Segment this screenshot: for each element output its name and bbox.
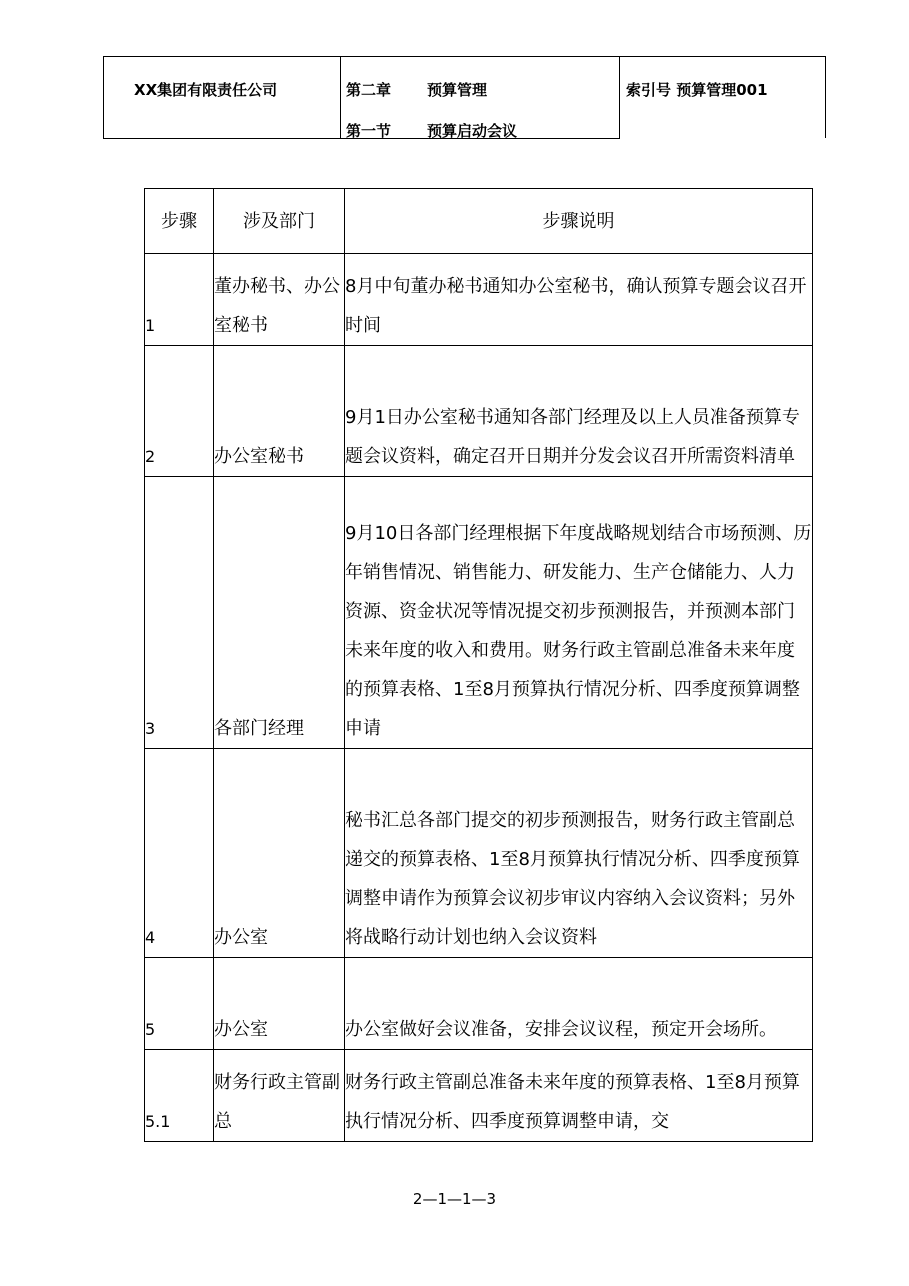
step-department: 董办秘书、办公室秘书 bbox=[214, 254, 345, 346]
company-cell bbox=[104, 57, 341, 139]
column-header-department: 涉及部门 bbox=[214, 189, 345, 254]
page-number: 2—1—1—3 bbox=[412, 1190, 497, 1208]
step-number: 2 bbox=[145, 346, 214, 477]
step-number: 1 bbox=[145, 254, 214, 346]
chapter-label: 第二章 bbox=[346, 81, 392, 99]
chapter-title: 预算管理 bbox=[427, 81, 488, 99]
step-number: 5 bbox=[145, 958, 214, 1050]
table-row bbox=[145, 1050, 813, 1142]
section-label: 第一节 bbox=[346, 122, 392, 140]
section-line bbox=[346, 120, 517, 141]
step-number: 4 bbox=[145, 749, 214, 958]
step-department: 财务行政主管副总 bbox=[214, 1050, 345, 1142]
chapter-cell bbox=[341, 57, 620, 139]
step-description: 8月中旬董办秘书通知办公室秘书，确认预算专题会议召开时间 bbox=[345, 254, 813, 346]
document-header bbox=[103, 56, 826, 139]
table-row bbox=[145, 254, 813, 346]
step-department: 各部门经理 bbox=[214, 477, 345, 749]
step-description: 9月1日办公室秘书通知各部门经理及以上人员准备预算专题会议资料，确定召开日期并分发会议召开所需资料清单 bbox=[345, 346, 813, 477]
company-name: XX集团有限责任公司 bbox=[134, 81, 278, 99]
section-title: 预算启动会议 bbox=[427, 122, 518, 140]
step-department: 办公室 bbox=[214, 958, 345, 1050]
step-description: 办公室做好会议准备，安排会议议程，预定开会场所。 bbox=[345, 958, 813, 1050]
chapter-line bbox=[346, 79, 487, 100]
step-department: 办公室 bbox=[214, 749, 345, 958]
table-row bbox=[145, 749, 813, 958]
index-number: 索引号 预算管理001 bbox=[626, 81, 768, 99]
table-header-row bbox=[145, 189, 813, 254]
index-cell bbox=[620, 57, 826, 138]
column-header-description: 步骤说明 bbox=[345, 189, 813, 254]
table-row bbox=[145, 958, 813, 1050]
table-row bbox=[145, 477, 813, 749]
table-row bbox=[145, 346, 813, 477]
column-header-step: 步骤 bbox=[145, 189, 214, 254]
step-description: 财务行政主管副总准备未来年度的预算表格、1至8月预算执行情况分析、四季度预算调整申请，交 bbox=[345, 1050, 813, 1142]
step-number: 5.1 bbox=[145, 1050, 214, 1142]
step-description: 秘书汇总各部门提交的初步预测报告，财务行政主管副总递交的预算表格、1至8月预算执行情况分析、四季度预算调整申请作为预算会议初步审议内容纳入会议资料；另外将战略行动计划也纳入会议资料 bbox=[345, 749, 813, 958]
step-number: 3 bbox=[145, 477, 214, 749]
steps-table bbox=[144, 188, 813, 1142]
step-department: 办公室秘书 bbox=[214, 346, 345, 477]
step-description: 9月10日各部门经理根据下年度战略规划结合市场预测、历年销售情况、销售能力、研发能力、生产仓储能力、人力资源、资金状况等情况提交初步预测报告，并预测本部门未来年度的收入和费用。财务行政主管副总准备未来年度的预算表格、1至8月预算执行情况分析、四季度预算调整申请 bbox=[345, 477, 813, 749]
